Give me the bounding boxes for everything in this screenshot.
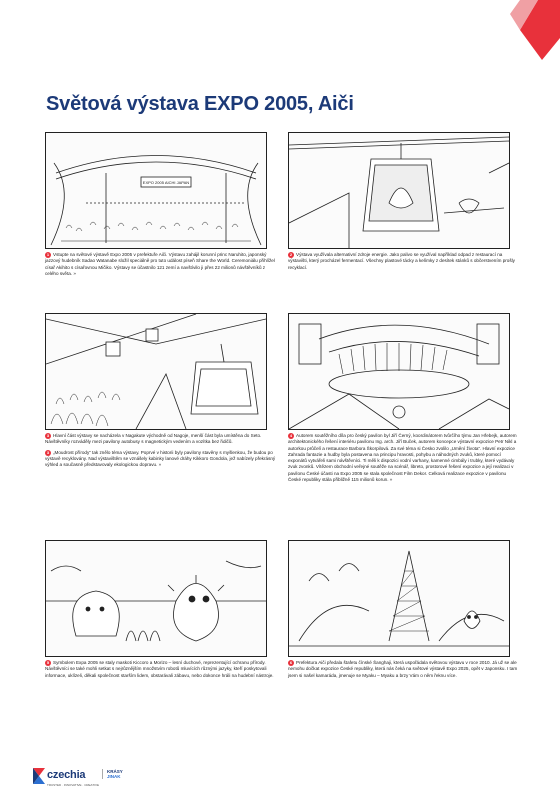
caption-1-paragraph-1: 1 Vstupte na světové výstavě Expo 2005 v prefektuře Aiči. Výstavu zahájil korunní princ Naruhito, japonský jazzový hudebník Sadao Watanabe složil speciálně pro tuto událost píseň Share the World. Ceremoniálu přihlížel císař Akihito s císařovnou Mičiko. Výstavy se účastnilo 121 zemí a navštívilo ji přes 22 milionů návštěvníků z celého světa. »: [45, 252, 275, 276]
caption-number-badge: 3: [46, 433, 50, 438]
caption-6-paragraph-1: 6 Prefektura Aiči předala štafetu čínské Šanghaji, která uspořádala světovou výstavu v roce 2010. Já už se ale nemohu dočkat expozice České republiky, která nás čeká na světové výstavě Expo 2025, opět v Japonsku. I tam jsem si našel kamaráda, jmenuje se Myaku – Myaku a brzy Vám o něm řeknu více.: [288, 660, 518, 678]
caption-2: [288, 252, 520, 275]
czechia-logo-text: czechia: [47, 769, 86, 781]
caption-number-badge: 2: [289, 252, 293, 257]
caption-3: [45, 433, 277, 472]
caption-number-badge: 4: [289, 433, 293, 438]
illustration-panel-6: [288, 540, 510, 657]
caption-3-paragraph-2: 3 „Moudrost přírody“ tak znělo téma výstavy. Poprvé v historii byly pavilony stavěny s myšlenkou, že budou po výstavě recyklovány. Nad výstavištěm se vznášely kabinky lanové dráhy Kikkoro Gondola, jež nabízely překrásný výhled a současně představovaly ekologickou dopravu. »: [45, 449, 276, 468]
caption-number-badge: 5: [46, 660, 50, 665]
caption-number-badge: 1: [46, 252, 50, 257]
caption-2-paragraph-1: 2 Výstava využívala alternativní zdroje energie. Jako palivo se využíval například odpad z restaurací na výstavišti, který procházel fermentací. Všechny plastové tácky a kelímky z desítek stánků s občerstvením prošly recyklací.: [288, 252, 515, 270]
illustration-panel-5: [45, 540, 267, 657]
caption-3-paragraph-1: 3 Hlavní část výstavy se nacházela v Nagakute východně od Nagoje, menší část byla umístěna do Seto. Návštěvníky rozváděly mezi pavilony autobusy s magnetickým vedením a vozítka bez řidičů.: [45, 433, 262, 445]
caption-4-paragraph-1: 4 Autorem soutěžního díla pro český pavilon byl Jiří Černý, koordinátorem tvůrčího týmu Jan Hřebejk, autorem architektonického řešení interiéru pavilonu Ing. arch. Jiří Buček, autorem koncepce výstavní expozice Petr Nikl a autorkou průčelí a restaurace Barbora Škorpilová. Za své téma si Česko zvolilo „Umění života“. Hlavní expozice Zahrada fantazie a hudby byla postavena na principu hravosti, pohybu a náhodných zvuků, které pomocí exponátů vytvářeli sami návštěvníci. Ti měli k dispozici vodní varhany, kamenné cimbály i trubky, které vydávaly zvuk zvonků. Vítězem obchodní veřejné soutěže na scénář, libreto, prostorové řešení expozice a její realizaci v pavilonu České účasti na Expo 2005 se stala společnost Film Dekor. Celková realizace expozice v pavilonu České republiky stála přibližně 115 milionů korun. »: [288, 433, 517, 483]
partner-logo: [102, 769, 123, 779]
corner-brand-mark-icon: [490, 0, 560, 60]
illustration-panel-3: [45, 313, 267, 430]
caption-6: [288, 660, 520, 683]
caption-5-paragraph-1: 5 Symbolem Expa 2005 se staly maskoti Kiccoro a Morizo – lesní duchové, reprezentující ochranu přírody. Návštěvníci se také mohli setkat s nejrůznějším množstvím robotů mluvících různými jazyky, kteří poskytovali informace, uklízeli, děkali společnost starším lidem, obstarávali zábavu, nebo dokonce hráli na hudební nástroje.: [45, 660, 274, 678]
caption-1: [45, 252, 277, 281]
expo-sign-text: EXPO 2005 AICHI JAPAN: [142, 180, 190, 185]
illustration-panel-4: [288, 313, 510, 430]
czechia-logo-tagline: TRUSTED · INNOVATIVE · CREATIVE: [47, 783, 100, 787]
page-title: Světová výstava EXPO 2005, Aiči: [46, 93, 354, 115]
caption-number-badge: 6: [289, 660, 293, 665]
partner-logo-line-1: KRÁSY: [107, 769, 123, 774]
czechia-flag-icon: [33, 768, 45, 784]
caption-4: [288, 433, 520, 487]
caption-number-badge: 3: [46, 449, 50, 455]
illustration-panel-1: [45, 132, 267, 249]
caption-5: [45, 660, 277, 683]
partner-logo-line-2: JINAK: [107, 774, 121, 779]
illustration-panel-2: [288, 132, 510, 249]
